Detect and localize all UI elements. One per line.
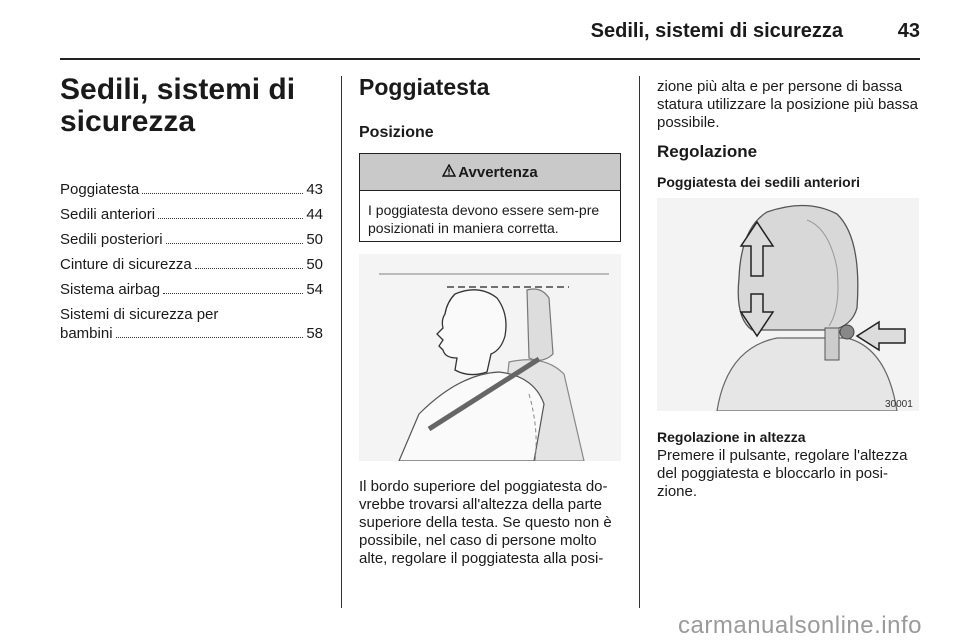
running-header-title: Sedili, sistemi di sicurezza [590,20,843,42]
toc-entry[interactable] [60,205,323,224]
warning-box [359,153,621,242]
watermark-url: carmanualsonline.info [678,612,922,639]
toc-entry[interactable] [60,180,323,199]
toc-page: 54 [306,281,323,298]
toc-page: 50 [306,256,323,273]
toc-leader [195,268,304,269]
toc-label: Poggiatesta [60,181,140,198]
warning-title: Avvertenza [458,163,538,181]
toc-page: 44 [306,206,323,223]
toc-entry[interactable] [60,280,323,299]
toc-page: 43 [306,181,323,198]
toc-leader [158,218,303,219]
toc-label: Sedili anteriori [60,206,156,223]
toc-page: 50 [306,231,323,248]
table-of-contents [60,180,323,349]
toc-entry[interactable] [60,255,323,274]
toc-page: 58 [306,325,323,342]
toc-leader [163,293,303,294]
height-adjust-text: Premere il pulsante, regolare l'altezza del poggiatesta e bloccarlo in posi-zione. [657,447,908,500]
front-headrest-subheading: Poggiatesta dei sedili anteriori [657,174,861,190]
toc-leader [116,337,304,338]
warning-header [360,154,620,191]
headrest-adjustment-illustration [657,198,919,411]
toc-label: Sistemi di sicurezza per [60,306,219,323]
height-adjust-heading: Regolazione in altezza [657,429,806,445]
figure-code: 30001 [885,399,913,410]
column-divider-1 [341,76,342,608]
warning-triangle-icon [442,164,456,180]
page-number: 43 [897,20,920,42]
toc-label: Cinture di sicurezza [60,256,192,273]
toc-leader [166,243,304,244]
headrest-position-illustration [359,254,621,461]
section-heading: Poggiatesta [359,74,490,100]
toc-label: Sedili posteriori [60,231,163,248]
column-divider-2 [639,76,640,608]
toc-label: bambini [60,325,113,342]
header-divider [60,58,920,60]
toc-label: Sistema airbag [60,281,161,298]
toc-entry[interactable] [60,230,323,249]
position-paragraph-continued: zione più alta e per persone di bassa statura utilizzare la posizione più bassa possibile. [657,78,918,131]
chapter-title: Sedili, sistemi di sicurezza [60,73,296,138]
warning-text: I poggiatesta devono essere sem-pre posizionati in maniera corretta. [368,202,600,236]
section-subheading: Posizione [359,124,434,141]
toc-entry[interactable] [60,305,323,343]
position-paragraph: Il bordo superiore del poggiatesta do-vrebbe trovarsi all'altezza della parte superiore della testa. Se questo non è possibile, nel caso di persone molto alte, regolare il poggiatesta alla posi- [359,478,612,567]
toc-leader [142,193,303,194]
adjustment-heading: Regolazione [657,142,758,161]
